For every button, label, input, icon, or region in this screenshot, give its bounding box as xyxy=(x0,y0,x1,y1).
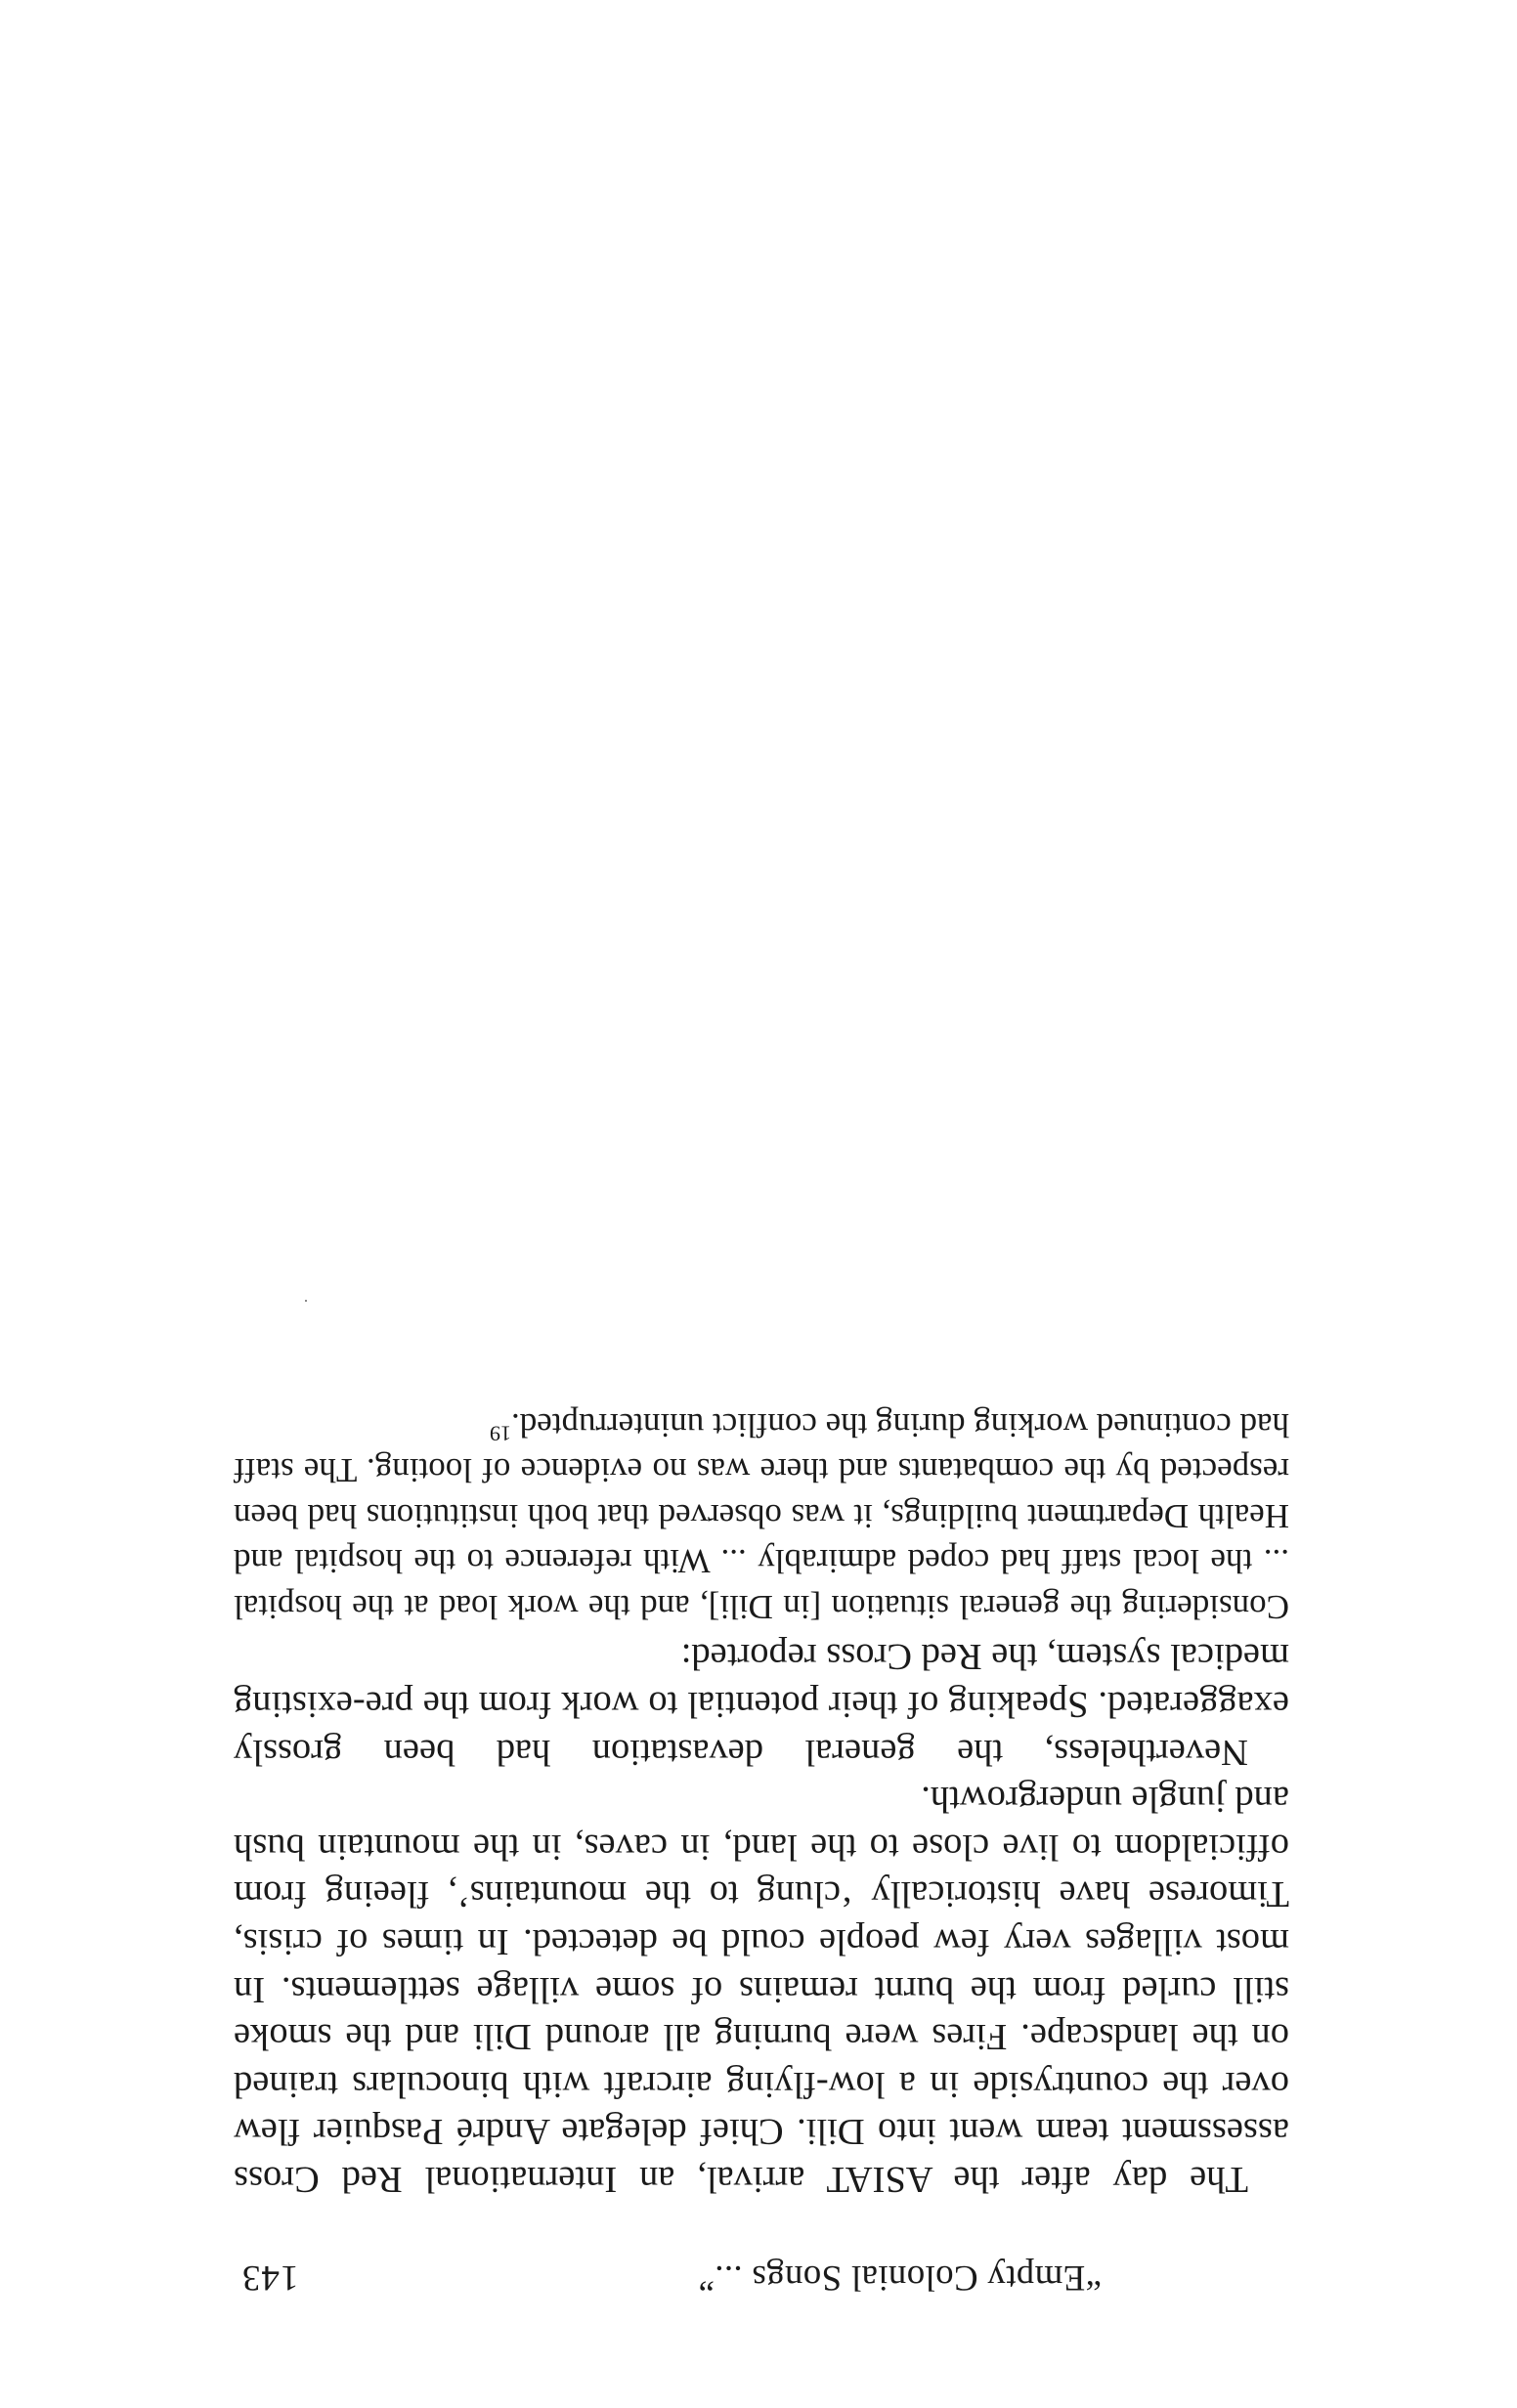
footnote-marker: 19 xyxy=(489,1421,511,1446)
paragraph: The day after the ASIAT arrival, an International Red Cross assessment team went into Dili. Chief delegate André Pasquier flew over the countryside in a low-flying aircraft with binoculars trained on the landscape. Fires were burning all around Dili and the smoke still curled from the burnt remains of some village settlements. In most villages very few people could be detected. In times of crisis, Timorese have historically ‘clung to the mountains’, fleeing from officialdom to live close to the land, in caves, in the mountain bush and jungle undergrowth. xyxy=(234,1779,1289,2200)
body-text xyxy=(234,1401,1289,2203)
running-head xyxy=(241,2250,1297,2299)
running-title: “Empty Colonial Songs ...” xyxy=(698,2258,1102,2298)
block-quote-text: Considering the general situation [in Dili], and the work load at the hospital ... the local staff had coped admirably ... With reference to the hospital and Health Department buildings, it was observed that both institutions had been respected by the combatants and there was no evidence of looting. The staff had continued working during the conflict uninterrupted. xyxy=(234,1405,1289,1626)
paragraph: Nevertheless, the general devastation had been grossly exaggerated. Speaking of their potential to work from the pre-existing medical system, the Red Cross reported: xyxy=(234,1636,1289,1773)
page-number: 143 xyxy=(241,2258,299,2298)
block-quote xyxy=(234,1401,1289,1629)
stray-mark xyxy=(305,1300,307,1302)
